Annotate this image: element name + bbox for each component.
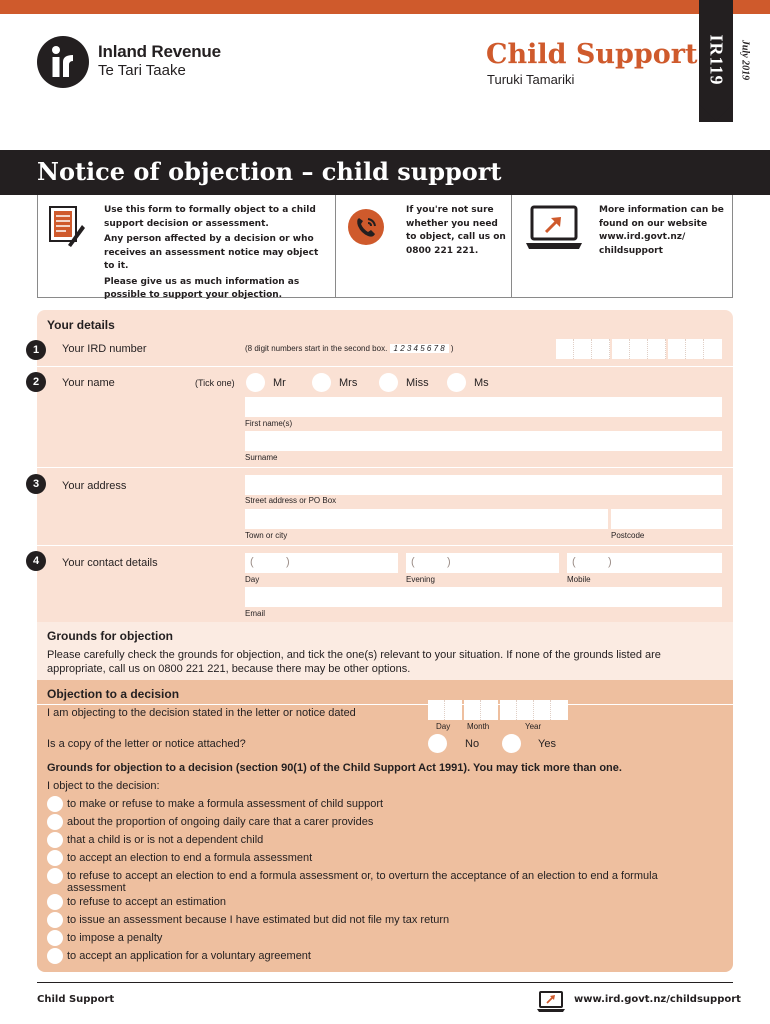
divider xyxy=(37,704,733,705)
ground-checkbox[interactable] xyxy=(47,948,63,964)
date-year-box[interactable] xyxy=(551,700,568,720)
date-day-box[interactable] xyxy=(445,700,462,720)
ird-number-label: Your IRD number xyxy=(62,343,147,355)
org-name-maori: Te Tari Taake xyxy=(98,62,186,79)
form-code: IR119 xyxy=(706,34,727,86)
footer-website: www.ird.govt.nz/childsupport xyxy=(574,994,741,1005)
laptop-icon xyxy=(524,205,586,251)
footer-divider xyxy=(37,982,733,983)
ground-option-label: to issue an assessment because I have estimated but did not file my tax return xyxy=(67,914,450,926)
info-text: Any person affected by a decision or who receives an assessment notice may object to it. xyxy=(104,234,319,271)
phone-icon xyxy=(347,208,385,246)
ground-option-label: to make or refuse to make a formula assessment of child support xyxy=(67,798,384,810)
date-year-box[interactable] xyxy=(517,700,534,720)
page-title: Notice of objection – child support xyxy=(37,157,502,186)
question-number: 2 xyxy=(26,372,46,392)
ground-option-label: to refuse to accept an election to end a formula assessment or, to overturn the acceptance of an election to end a formula assessment xyxy=(67,870,658,894)
title-miss-radio[interactable] xyxy=(379,373,398,392)
info-col-web xyxy=(511,195,733,297)
date-day-box[interactable] xyxy=(428,700,445,720)
decision-dated-label: I am objecting to the decision stated in the letter or notice dated xyxy=(47,707,356,719)
copy-no-radio[interactable] xyxy=(428,734,447,753)
town-city-field[interactable] xyxy=(245,509,608,529)
ribbon-tip xyxy=(699,104,733,121)
objection-intro: I object to the decision: xyxy=(47,780,160,792)
info-text: Please give us as much information as possible to support your objection. xyxy=(104,276,300,300)
day-phone-field[interactable] xyxy=(245,553,398,573)
email-label: Email xyxy=(245,609,266,618)
ground-checkbox[interactable] xyxy=(47,832,63,848)
ground-checkbox[interactable] xyxy=(47,868,63,884)
info-text: Use this form to formally object to a child support decision or assessment. xyxy=(104,205,316,229)
area-code-close: ) xyxy=(447,556,451,568)
ground-checkbox[interactable] xyxy=(47,930,63,946)
copy-attached-label: Is a copy of the letter or notice attached? xyxy=(47,738,246,750)
mobile-phone-field[interactable] xyxy=(567,553,722,573)
area-code-open: ( xyxy=(411,556,415,568)
footer-product: Child Support xyxy=(37,994,115,1005)
title-mrs-radio[interactable] xyxy=(312,373,331,392)
first-name-field[interactable] xyxy=(245,397,722,417)
date-day-label: Day xyxy=(436,722,451,731)
ird-digit-box[interactable] xyxy=(612,339,630,359)
ird-digit-box[interactable] xyxy=(556,339,574,359)
contact-details-label: Your contact details xyxy=(62,557,158,569)
grounds-decision-heading: Grounds for objection to a decision (section 90(1) of the Child Support Act 1991). You may tick more than one. xyxy=(47,762,622,774)
question-number: 1 xyxy=(26,340,46,360)
town-city-label: Town or city xyxy=(245,531,288,540)
ird-digit-box[interactable] xyxy=(686,339,704,359)
area-code-open: ( xyxy=(572,556,576,568)
divider xyxy=(37,545,733,546)
your-details-heading: Your details xyxy=(47,318,115,332)
ird-digit-box[interactable] xyxy=(668,339,686,359)
divider xyxy=(37,366,733,367)
postcode-label: Postcode xyxy=(611,531,645,540)
ground-option-label: about the proportion of ongoing daily care that a carer provides xyxy=(67,816,374,828)
copy-no-label: No xyxy=(465,738,480,750)
question-number: 4 xyxy=(26,551,46,571)
title-mr-radio[interactable] xyxy=(246,373,265,392)
ird-digit-box[interactable] xyxy=(592,339,610,359)
ground-option-label: to accept an election to end a formula assessment xyxy=(67,852,313,864)
title-option-label: Ms xyxy=(474,377,489,389)
street-address-label: Street address or PO Box xyxy=(245,496,337,505)
tick-one-hint: (Tick one) xyxy=(195,378,235,388)
evening-phone-field[interactable] xyxy=(406,553,559,573)
area-code-open: ( xyxy=(250,556,254,568)
ground-option-label: to refuse to accept an estimation xyxy=(67,896,226,908)
ird-digit-box[interactable] xyxy=(648,339,666,359)
ground-checkbox[interactable] xyxy=(47,894,63,910)
postcode-field[interactable] xyxy=(611,509,722,529)
date-year-box[interactable] xyxy=(534,700,551,720)
surname-label: Surname xyxy=(245,453,278,462)
ird-digit-box[interactable] xyxy=(630,339,648,359)
email-field[interactable] xyxy=(245,587,722,607)
laptop-icon xyxy=(537,991,565,1013)
ground-option-label: to impose a penalty xyxy=(67,932,163,944)
copy-yes-radio[interactable] xyxy=(502,734,521,753)
info-box xyxy=(37,195,733,298)
date-month-box[interactable] xyxy=(481,700,498,720)
date-month-label: Month xyxy=(467,722,490,731)
question-number: 3 xyxy=(26,474,46,494)
title-option-label: Mrs xyxy=(339,377,358,389)
inland-revenue-logo-icon xyxy=(37,36,89,88)
info-text: If you're not sure whether you need to object, call us on 0800 221 221. xyxy=(406,205,506,256)
title-ms-radio[interactable] xyxy=(447,373,466,392)
info-col-phone xyxy=(335,195,511,297)
name-label: Your name xyxy=(62,377,115,389)
area-code-close: ) xyxy=(286,556,290,568)
ground-checkbox[interactable] xyxy=(47,796,63,812)
product-title: Child Support xyxy=(486,39,698,70)
date-month-box[interactable] xyxy=(464,700,481,720)
grounds-text: Please carefully check the grounds for objection, and tick the one(s) relevant to your situation. If none of the grounds listed are appropriate, call us on 0800 221 221, because there may be other options. xyxy=(47,649,661,675)
grounds-heading: Grounds for objection xyxy=(47,629,173,643)
title-bar xyxy=(0,150,770,195)
ground-checkbox[interactable] xyxy=(47,850,63,866)
objection-heading: Objection to a decision xyxy=(47,687,180,701)
mobile-phone-label: Mobile xyxy=(567,575,591,584)
product-title-maori: Turuki Tamariki xyxy=(487,72,575,87)
copy-yes-label: Yes xyxy=(538,738,556,750)
form-date: July 2019 xyxy=(739,39,751,81)
date-year-box[interactable] xyxy=(500,700,517,720)
address-label: Your address xyxy=(62,480,127,492)
area-code-close: ) xyxy=(608,556,612,568)
title-option-label: Miss xyxy=(406,377,429,389)
org-name: Inland Revenue xyxy=(98,42,221,61)
ird-digit-box[interactable] xyxy=(704,339,722,359)
divider xyxy=(37,467,733,468)
day-phone-label: Day xyxy=(245,575,260,584)
first-name-label: First name(s) xyxy=(245,419,293,428)
ground-option-label: to accept an application for a voluntary agreement xyxy=(67,950,311,962)
top-accent-bar xyxy=(0,0,770,14)
ird-number-hint: (8 digit numbers start in the second box. 1 2 3 4 5 6 7 8 ) xyxy=(245,344,454,353)
surname-field[interactable] xyxy=(245,431,722,451)
title-option-label: Mr xyxy=(273,377,286,389)
info-text: More information can be found on our website www.ird.govt.nz/ childsupport xyxy=(599,205,724,256)
ird-digit-box[interactable] xyxy=(574,339,592,359)
evening-phone-label: Evening xyxy=(406,575,435,584)
ground-checkbox[interactable] xyxy=(47,814,63,830)
ground-option-label: that a child is or is not a dependent child xyxy=(67,834,264,846)
street-address-field[interactable] xyxy=(245,475,722,495)
ground-checkbox[interactable] xyxy=(47,912,63,928)
date-year-label: Year xyxy=(525,722,542,731)
info-col-form xyxy=(38,195,335,300)
form-icon xyxy=(48,205,86,249)
